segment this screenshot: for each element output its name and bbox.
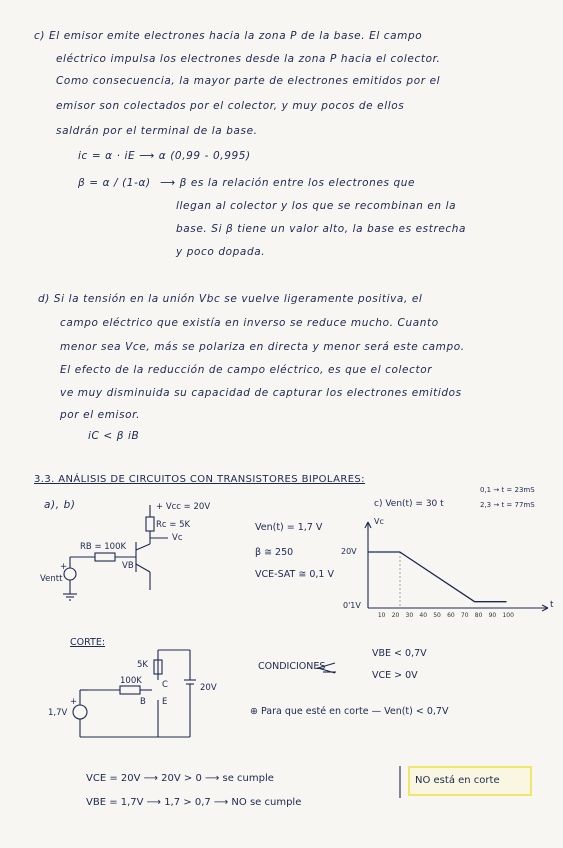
corte-r100k <box>120 686 140 694</box>
x-tick-label: 100 <box>502 612 514 619</box>
ab-label: a), b) <box>44 499 76 511</box>
transistor-emitter-leg <box>136 564 150 572</box>
x-tick-label: 20 <box>391 612 400 619</box>
param-vent: Ven(t) = 1,7 V <box>255 522 323 533</box>
graph-note-2: 2,3 → t = 77mS <box>480 501 535 509</box>
check-vce: VCE = 20V ⟶ 20V > 0 ⟶ se cumple <box>86 773 274 784</box>
corte-r5k-label: 5K <box>137 660 148 670</box>
vcc-label: + Vcc = 20V <box>156 502 211 512</box>
x-tick-label: 50 <box>433 612 441 619</box>
corte-e-label: E <box>162 697 168 707</box>
x-tick-label: 60 <box>447 612 455 619</box>
corte-note: ⊕ Para que esté en corte — Ven(t) < 0,7V <box>250 706 449 717</box>
rb-label: RB = 100K <box>80 542 127 552</box>
section-c-line-4: emisor son colectados por el colector, y muy pocos de ellos <box>56 100 405 112</box>
x-tick-label: 10 <box>377 612 386 619</box>
condition-vbe: VBE < 0,7V <box>372 648 427 659</box>
section-c-line-2: eléctrico impulsa los electrones desde la zona P hacia el colector. <box>56 53 441 65</box>
equation-ic: ic = α · iE ⟶ α (0,99 - 0,995) <box>78 150 251 162</box>
param-vcesat: VCE-SAT ≅ 0,1 V <box>255 569 334 580</box>
vent-label: Ventt <box>40 574 63 584</box>
conditions-label: CONDICIONES <box>258 661 326 672</box>
section-d-line-6: por el emisor. <box>60 409 141 421</box>
graph-c-label: c) Ven(t) = 30 t <box>374 499 444 509</box>
rc-label: Rc = 5K <box>156 520 191 530</box>
corte-17v-label: 1,7V <box>48 708 68 718</box>
vb-label: VB <box>122 561 134 571</box>
transistor-collector-leg <box>136 544 150 550</box>
x-tick-label: 30 <box>405 612 414 619</box>
graph-xlabel: t <box>550 600 554 610</box>
section-d-line-3: menor sea Vce, más se polariza en directa y menor será este campo. <box>60 341 465 353</box>
vc-curve <box>368 552 507 602</box>
beta-desc-1: ⟶ β es la relación entre los electrones que <box>160 177 416 189</box>
graph-note-1: 0,1 → t = 23mS <box>480 486 535 494</box>
corte-source <box>73 705 87 719</box>
equation-beta: β = α / (1-α) <box>78 177 151 189</box>
x-tick-label: 40 <box>419 612 428 619</box>
corte-c-label: C <box>162 680 168 690</box>
section-c-line-3: Como consecuencia, la mayor parte de electrones emitidos por el <box>56 75 441 87</box>
section-d-line-5: ve muy disminuida su capacidad de capturar los electrones emitidos <box>60 387 462 399</box>
check-vbe: VBE = 1,7V ⟶ 1,7 > 0,7 ⟶ NO se cumple <box>86 797 302 808</box>
param-beta: β ≅ 250 <box>255 547 294 558</box>
graph-y-low: 0'1V <box>343 601 361 610</box>
source-plus: + <box>60 562 68 572</box>
graph-y-high: 20V <box>341 547 357 556</box>
section-c-line-5: saldrán por el terminal de la base. <box>56 125 258 137</box>
x-tick-label: 80 <box>474 612 483 619</box>
corte-plus: + <box>70 697 78 707</box>
condition-vce: VCE > 0V <box>372 670 418 681</box>
beta-desc-2: llegan al colector y los que se recombinan en la <box>176 200 457 212</box>
graph-ylabel: Vc <box>374 517 384 526</box>
section-d-line-4: El efecto de la reducción de campo eléctrico, es que el colector <box>60 364 433 376</box>
verdict-text: NO está en corte <box>415 775 500 786</box>
corte-20v-label: 20V <box>200 683 217 693</box>
x-tick-label: 90 <box>488 612 497 619</box>
section-d-line-1: d) Si la tensión en la unión Vbc se vuelve ligeramente positiva, el <box>38 293 423 305</box>
x-tick-label: 70 <box>460 612 469 619</box>
rc-resistor <box>146 517 154 531</box>
vc-label: Vc <box>172 533 183 543</box>
equation-ic-beta: iC < β iB <box>88 430 140 442</box>
beta-desc-3: base. Si β tiene un valor alto, la base es estrecha <box>176 223 467 235</box>
rb-resistor <box>95 553 115 561</box>
beta-desc-4: y poco dopada. <box>176 246 266 258</box>
section-title: 3.3. ANÁLISIS DE CIRCUITOS CON TRANSISTORES BIPOLARES: <box>34 474 365 485</box>
section-c-line-1: c) El emisor emite electrones hacia la zona P de la base. El campo <box>34 30 423 42</box>
corte-r100k-label: 100K <box>120 676 142 686</box>
section-d-line-2: campo eléctrico que existía en inverso se reduce mucho. Cuanto <box>60 317 439 329</box>
corte-title: CORTE: <box>70 637 106 648</box>
corte-b-label: B <box>140 697 146 707</box>
